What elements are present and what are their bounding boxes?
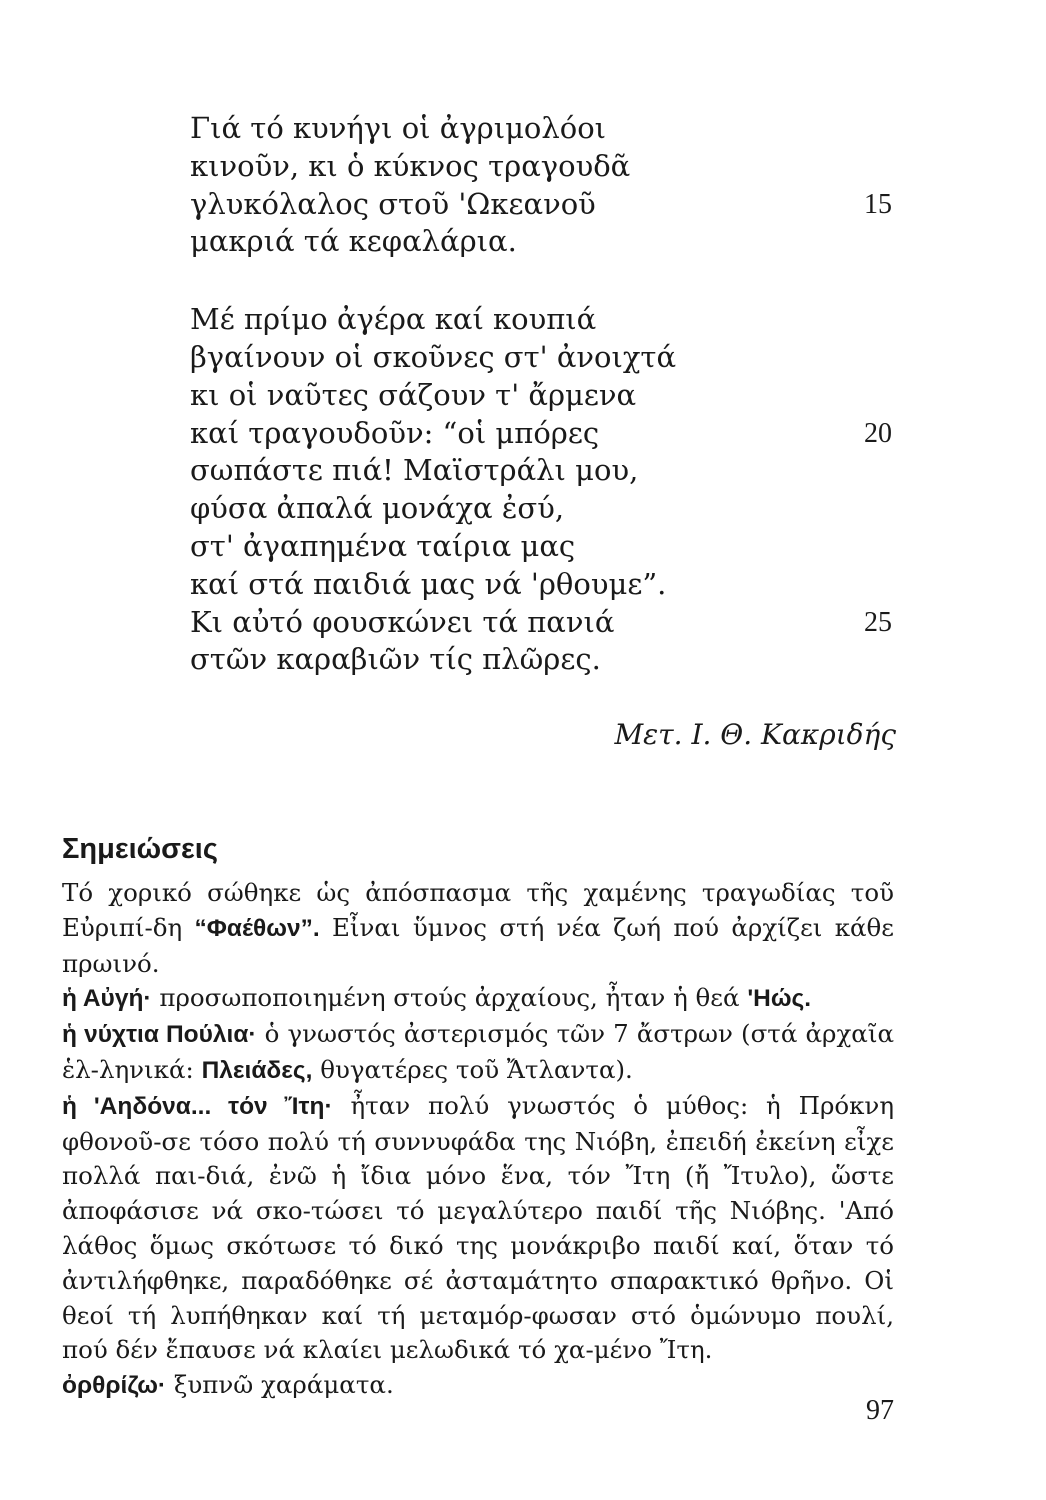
translator-credit: Μετ. Ι. Θ. Κακριδής — [614, 718, 896, 751]
note-term: ἡ Αὐγή· — [62, 985, 152, 1013]
poem-line — [190, 148, 900, 186]
poem-line-text: στῶν καραβιῶν τίς πλῶρες. — [190, 642, 601, 677]
note-text: Εἶναι ὕμνος στή νέα ζωή πού ἀρχίζει κάθε πρωινό. — [62, 912, 894, 978]
note-term: ἡ νύχτια Πούλια· — [62, 1021, 257, 1049]
poem-line-text: σωπάστε πιά! Μαϊστράλι μου, — [190, 453, 639, 488]
note-text: ξυπνῶ χαράματα. — [173, 1370, 394, 1400]
stanza-1 — [190, 110, 900, 261]
note-bold-term: “Φαέθων”. — [194, 914, 320, 942]
poem-line-text: καί στά παιδιά μας νά 'ρθουμε”. — [190, 566, 667, 601]
note-text: ἦταν πολύ γνωστός ὁ μύθος: ἡ Πρόκνη φθονοῦ-σε τόσο πολύ τή συννυφάδα της Νιόβη, ἐπειδή ἐκείνη εἶχε πολλά παι-διά, ἐνῶ ἡ ἴδια μόνο ἕνα, τόν Ἴτη (ἤ Ἴτυλο), ὥστε ἀποφάσισε νά σκο-τώσει τό μεγαλύτερο παιδί τῆς Νιόβης. 'Από λάθος ὅμως σκότωσε τό δικό της μονάκριβο παιδί καί, ὅταν τό ἀντιλήφθηκε, παραδόθηκε σέ ἀσταμάτητο σπαρακτικό θρῆνο. Οἱ θεοί τή λυπήθηκαν καί τή μεταμόρ-φωσαν στό ὁμώνυμο πουλί, πού δέν ἔπαυσε νά κλαίει μελωδικά τό χα-μένο Ἴτη. — [62, 1090, 895, 1365]
note-auge — [62, 981, 894, 1017]
note-term: ἡ 'Αηδόνα... τόν Ἴτη· — [62, 1092, 333, 1120]
stanza-2 — [190, 301, 900, 679]
poem-line — [190, 377, 900, 415]
note-text: Τό χορικό σώθηκε ὡς ἀπόσπασμα τῆς χαμένης τραγωδίας τοῦ Εὐριπί-δη — [62, 878, 894, 942]
line-number: 25 — [864, 606, 892, 638]
note-orthrizo — [62, 1368, 894, 1404]
note-text: θυγατέρες τοῦ Ἄτλαντα). — [320, 1054, 633, 1084]
poem-line-text: κι οἱ ναῦτες σάζουν τ' ἄρμενα — [190, 377, 637, 412]
notes-section — [62, 876, 894, 1404]
poem-line-text: Μέ πρίμο ἀγέρα καί κουπιά — [190, 302, 597, 337]
poem-line-text: Κι αὐτό φουσκώνει τά πανιά — [190, 604, 615, 639]
note-poulia — [62, 1017, 894, 1089]
poem-line — [190, 452, 900, 490]
poem-line — [190, 223, 900, 261]
note-bold-term: 'Ηώς. — [747, 985, 812, 1013]
note-text: προσωποποιημένη στούς ἀρχαίους, ἦταν ἡ θεά — [159, 983, 740, 1013]
poem-line-text: μακριά τά κεφαλάρια. — [190, 224, 517, 259]
poem-line — [190, 641, 900, 679]
poem-line-text: βγαίνουν οἱ σκοῦνες στ' ἀνοιχτά — [190, 339, 677, 374]
note-text: ὁ γνωστός ἀστερισμός τῶν 7 ἄστρων (στά ἀρχαῖα ἑλ-ληνικά: — [62, 1019, 894, 1084]
line-number: 15 — [864, 188, 892, 220]
poem-line — [190, 415, 900, 453]
poem-line — [190, 528, 900, 566]
poem-line — [190, 339, 900, 377]
notes-heading: Σημειώσεις — [62, 833, 218, 865]
poem-line-text: γλυκόλαλος στοῦ 'Ωκεανοῦ — [190, 186, 596, 221]
poem-line-text: κινοῦν, κι ὁ κύκνος τραγουδᾶ — [190, 148, 631, 183]
poem-line — [190, 604, 900, 642]
note-bold-term: Πλειάδες, — [201, 1056, 313, 1084]
note-aedona — [62, 1089, 894, 1368]
poem-line-text: φύσα ἀπαλά μονάχα ἐσύ, — [190, 491, 565, 526]
note-term: ὀρθρίζω· — [62, 1372, 167, 1400]
note-intro — [62, 876, 894, 981]
poem-line-text: Γιά τό κυνήγι οἱ ἀγριμολόοι — [190, 111, 607, 145]
poem-line — [190, 301, 900, 339]
poem-line — [190, 490, 900, 528]
line-number: 20 — [864, 417, 892, 449]
page-number: 97 — [866, 1395, 894, 1426]
poem-line — [190, 566, 900, 604]
poem — [190, 110, 900, 679]
poem-line-text: στ' ἀγαπημένα ταίρια μας — [190, 528, 576, 563]
poem-line-text: καί τραγουδοῦν: “οἱ μπόρες — [190, 415, 600, 450]
poem-line — [190, 110, 900, 148]
poem-line — [190, 186, 900, 224]
